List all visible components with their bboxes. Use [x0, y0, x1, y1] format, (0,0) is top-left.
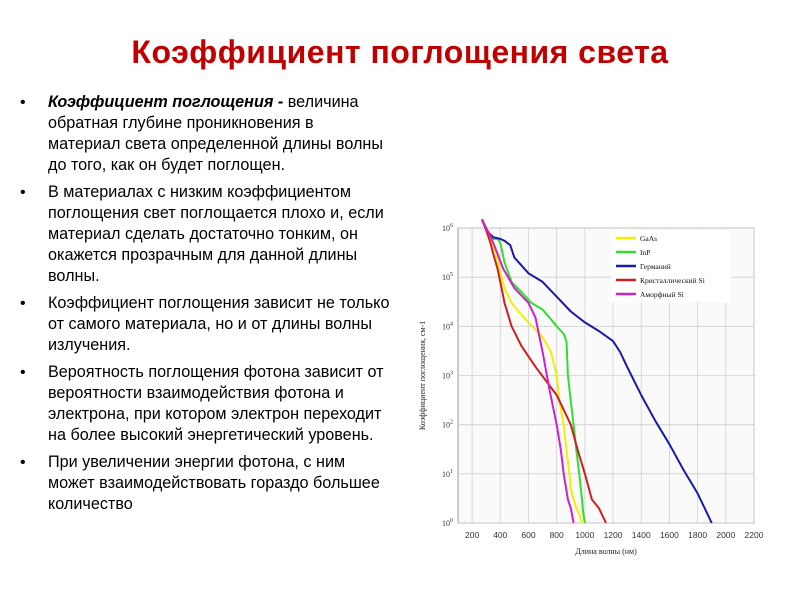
y-axis-label: Коэффициент поглощения, см-1 — [418, 320, 427, 431]
y-tick-label: $10^1$ — [442, 468, 453, 479]
x-axis-label: Длина волны (нм) — [575, 547, 637, 556]
y-tick-label: $10^6$ — [442, 223, 453, 233]
bullet-icon: • — [20, 295, 26, 312]
x-tick-label: 1200 — [603, 530, 623, 540]
bullet-text: При увеличении энергии фотона, с ним может взаимодействовать гораздо большее количество — [48, 453, 380, 513]
legend-label: Кристаллический Si — [640, 276, 705, 285]
x-tick-label: 600 — [521, 530, 536, 540]
bullet-text: В материалах с низким коэффициентом поглощения свет поглощается плохо и, если материал сделать достаточно тонким, он окажется прозрачным для данной длины волны. — [48, 183, 384, 285]
x-tick-label: 1800 — [688, 530, 708, 540]
bullet-item — [18, 452, 390, 515]
bullet-text: Коэффициент поглощения зависит не только от самого материала, но и от длины волны излучения. — [48, 294, 390, 354]
x-tick-label: 200 — [465, 530, 480, 540]
bullet-icon: • — [20, 454, 26, 471]
bullet-icon: • — [20, 364, 26, 381]
x-tick-label: 1600 — [659, 530, 679, 540]
bullet-icon: • — [20, 94, 26, 111]
legend-label: Аморфный Si — [640, 290, 684, 299]
bullet-list — [18, 92, 390, 521]
definition-term: Коэффициент поглощения - — [48, 93, 284, 111]
bullet-item — [18, 182, 390, 287]
bullet-text: Вероятность поглощения фотона зависит от вероятности взаимодействия фотона и электрона, при котором электрон переходит на более высокий энергетический уровень. — [48, 363, 384, 444]
bullet-item — [18, 92, 390, 176]
y-tick-label: $10^5$ — [442, 272, 453, 283]
x-tick-label: 1000 — [575, 530, 595, 540]
y-tick-label: $10^0$ — [442, 518, 453, 528]
legend-label: GaAs — [640, 234, 658, 243]
bullet-text: величина обратная глубине проникновения в материал света определенной длины волны до того, как он будет поглощен. — [48, 93, 383, 174]
slide-title: Коэффициент поглощения света — [131, 34, 669, 70]
y-tick-label: $10^2$ — [442, 419, 453, 430]
bullet-item — [18, 293, 390, 356]
bullet-item — [18, 362, 390, 446]
x-tick-label: 2200 — [744, 530, 764, 540]
y-tick-label: $10^3$ — [442, 370, 453, 381]
x-tick-label: 400 — [493, 530, 508, 540]
x-tick-label: 800 — [549, 530, 564, 540]
bullet-icon: • — [20, 184, 26, 201]
absorption-chart-svg — [412, 218, 772, 560]
x-tick-label: 1400 — [631, 530, 651, 540]
y-tick-label: $10^4$ — [442, 321, 453, 332]
legend-label: InP — [640, 248, 651, 257]
absorption-chart — [412, 218, 772, 560]
x-tick-label: 2000 — [716, 530, 736, 540]
legend-label: Германий — [640, 262, 671, 271]
